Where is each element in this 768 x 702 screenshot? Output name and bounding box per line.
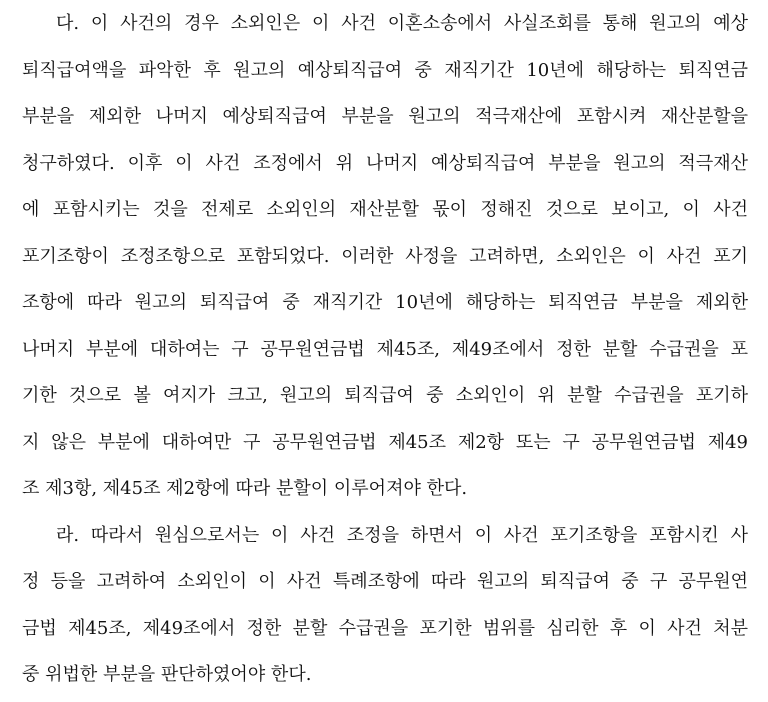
document-body (22, 4, 748, 702)
text-line: 조항에 따라 원고의 퇴직급여 중 재직기간 10년에 해당하는 퇴직연금 부분을 제외한 (22, 292, 748, 313)
text-line: 기한 것으로 볼 여지가 크고, 원고의 퇴직급여 중 소외인이 위 분할 수급권을 포기하 (22, 385, 748, 406)
text-line: 중 위법한 부분을 판단하였어야 한다. (22, 664, 312, 685)
text-line: 다. 이 사건의 경우 소외인은 이 사건 이혼소송에서 사실조회를 통해 원고의 예상 (56, 13, 748, 34)
text-line: 조 제3항, 제45조 제2항에 따라 분할이 이루어져야 한다. (22, 478, 468, 499)
paragraph-da (22, 4, 748, 516)
paragraph-ra (22, 516, 748, 702)
text-line: 퇴직급여액을 파악한 후 원고의 예상퇴직급여 중 재직기간 10년에 해당하는 퇴직연금 (22, 59, 748, 81)
text-line: 정 등을 고려하여 소외인이 이 사건 특례조항에 따라 원고의 퇴직급여 중 구 공무원연 (22, 571, 748, 592)
text-line: 포기조항이 조정조항으로 포함되었다. 이러한 사정을 고려하면, 소외인은 이 사건 포기 (22, 245, 748, 267)
text-line: 라. 따라서 원심으로서는 이 사건 조정을 하면서 이 사건 포기조항을 포함시킨 사 (56, 524, 748, 546)
text-line: 지 않은 부분에 대하여만 구 공무원연금법 제45조 제2항 또는 구 공무원연금법 제49 (22, 431, 748, 453)
text-line: 에 포함시키는 것을 전제로 소외인의 재산분할 몫이 정해진 것으로 보이고, 이 사건 (22, 199, 748, 220)
text-line: 청구하였다. 이후 이 사건 조정에서 위 나머지 예상퇴직급여 부분을 원고의 적극재산 (22, 152, 748, 174)
text-line: 나머지 부분에 대하여는 구 공무원연금법 제45조, 제49조에서 정한 분할 수급권을 포 (22, 338, 748, 360)
text-line: 부분을 제외한 나머지 예상퇴직급여 부분을 원고의 적극재산에 포함시켜 재산분할을 (22, 106, 748, 127)
text-line: 금법 제45조, 제49조에서 정한 분할 수급권을 포기한 범위를 심리한 후 이 사건 처분 (22, 617, 748, 639)
